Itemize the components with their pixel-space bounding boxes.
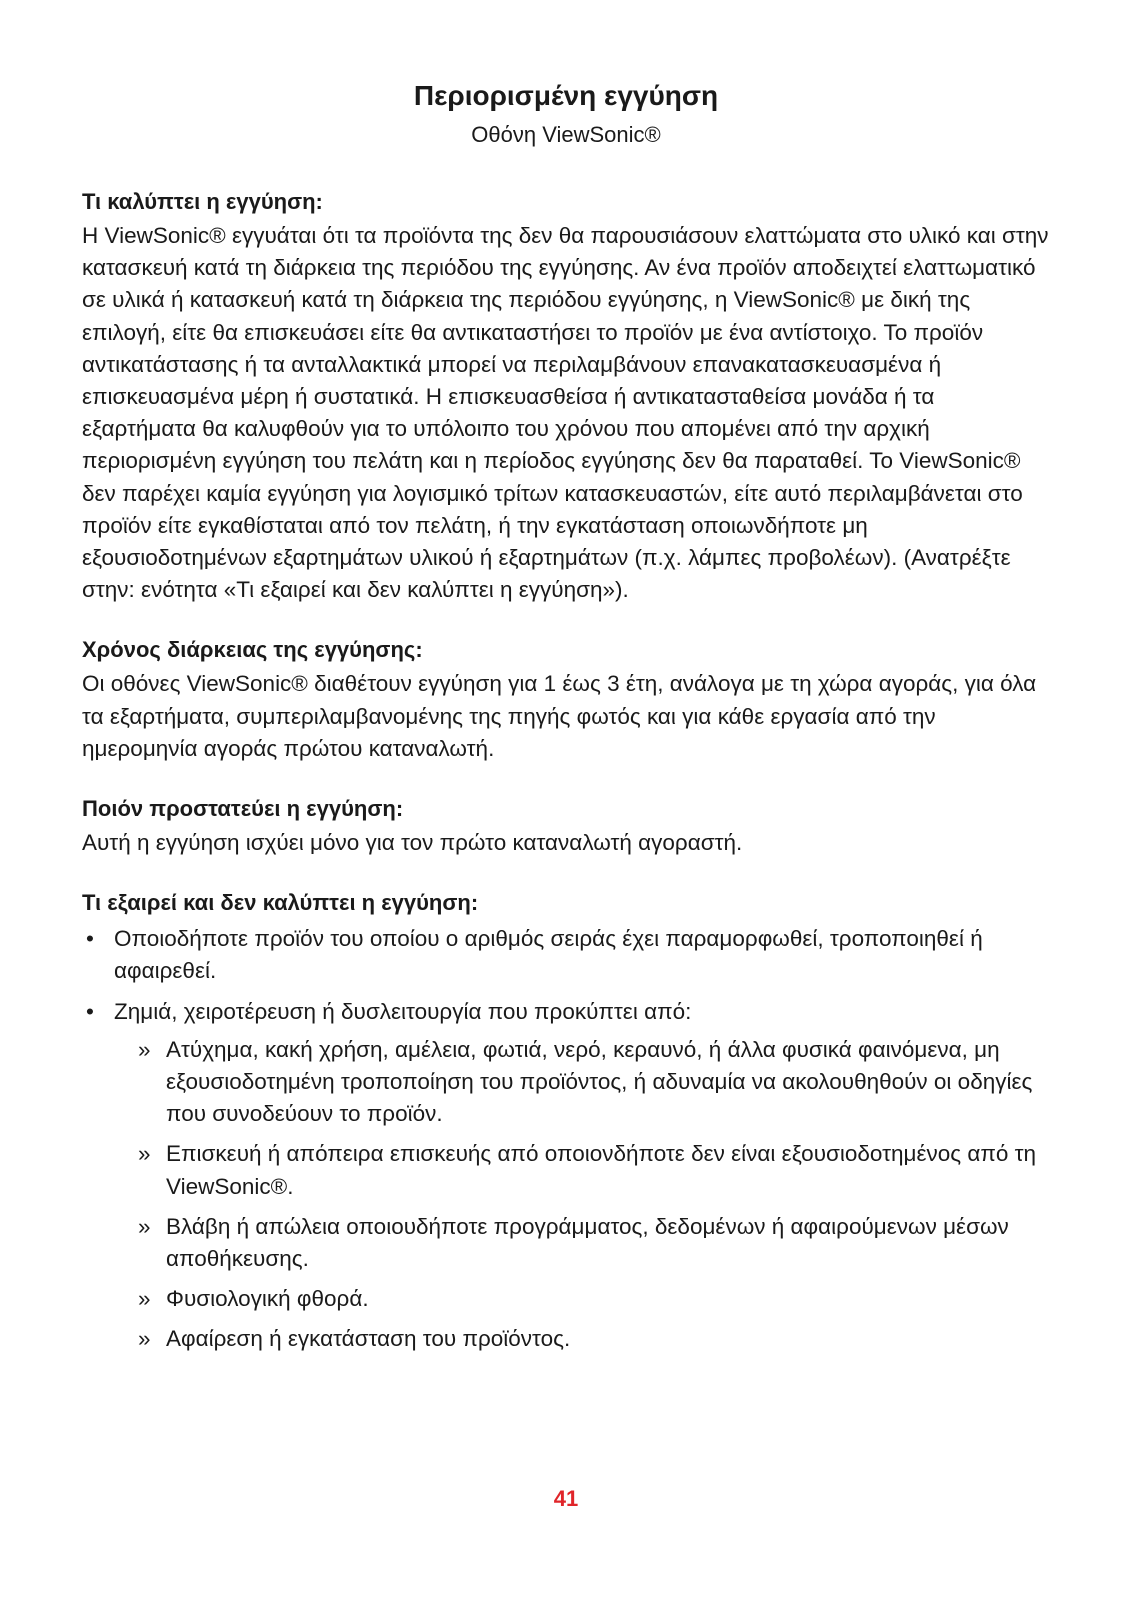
section-duration <box>82 634 1052 765</box>
sub-list-item-text: Βλάβη ή απώλεια οποιουδήποτε προγράμματος, δεδομένων ή αφαιρούμενων μέσων αποθήκευσης. <box>166 1213 1009 1272</box>
sub-list-item <box>82 1034 1052 1131</box>
sub-list-item <box>82 1138 1052 1202</box>
page-content <box>82 186 1052 1364</box>
section-heading: Ποιόν προστατεύει η εγγύηση: <box>82 796 404 822</box>
exclusions-list <box>82 923 1052 1355</box>
list-item <box>82 996 1052 1356</box>
section-protected <box>82 793 1052 859</box>
chevron-right-icon: » <box>138 1286 151 1312</box>
section-heading: Τι καλύπτει η εγγύηση: <box>82 189 323 214</box>
chevron-right-icon: » <box>138 1326 151 1352</box>
section-heading: Τι εξαιρεί και δεν καλύπτει η εγγύηση: <box>82 890 479 916</box>
page-title: Περιορισμένη εγγύηση <box>413 80 719 111</box>
sub-list-item <box>82 1211 1052 1275</box>
list-item-text: Οποιοδήποτε προϊόν του οποίου ο αριθμός σειράς έχει παραμορφωθεί, τροποποιηθεί ή αφαιρεθεί. <box>114 926 983 984</box>
list-item-text: Ζημιά, χειροτέρευση ή δυσλειτουργία που προκύπτει από: <box>114 998 692 1024</box>
sub-list-item-text: Επισκευή ή απόπειρα επισκευής από οποιονδήποτε δεν είναι εξουσιοδοτημένος από τη ViewSonic®. <box>166 1141 1037 1199</box>
section-body: Η ViewSonic® εγγυάται ότι τα προϊόντα της δεν θα παρουσιάσουν ελαττώματα στο υλικό και στην κατασκευή κατά τη διάρκεια της περιόδου της εγγύησης. Αν ένα προϊόν αποδειχτεί ελαττωματικό σε υλικά ή κατασκευή κατά τη διάρκεια της περιόδου εγγύησης, η ViewSonic® με δική της επιλογή, είτε θα επισκευάσει είτε θα αντικαταστήσει το προϊόν με ένα αντίστοιχο. Το προϊόν αντικατάστασης ή τα ανταλλακτικά μπορεί να περιλαμβάνουν επανακατασκευασμένα ή επισκευασμένα μέρη ή συστατικά. Η επισκευασθείσα ή αντικατασταθείσα μονάδα ή τα εξαρτήματα θα καλυφθούν για το υπόλοιπο του χρόνου που απομένει από την αρχική περιορισμένη εγγύηση του πελάτη και η περίοδος εγγύησης δεν θα παραταθεί. Το ViewSonic® δεν παρέχει καμία εγγύηση για λογισμικό τρίτων κατασκευαστών, είτε αυτό περιλαμβάνεται στο προϊόν είτε εγκαθίσταται από τον πελάτη, ή την εγκατάσταση οποιωνδήποτε μη εξουσιοδοτημένων εξαρτημάτων υλικού ή εξαρτημάτων (π.χ. λάμπες προβολέων). (Ανατρέξτε στην: ενότητα «Τι εξαιρεί και δεν καλύπτει η εγγύηση»). <box>82 223 1049 603</box>
chevron-right-icon: » <box>138 1213 151 1239</box>
page-number: 41 <box>553 1486 579 1511</box>
section-heading: Χρόνος διάρκειας της εγγύησης: <box>82 637 423 663</box>
section-body: Οι οθόνες ViewSonic® διαθέτουν εγγύηση για 1 έως 3 έτη, ανάλογα με τη χώρα αγοράς, για όλα τα εξαρτήματα, συμπεριλαμβανομένης της πηγής φωτός και για κάθε εργασία από την ημερομηνία αγοράς πρώτου καταναλωτή. <box>82 671 1037 761</box>
chevron-right-icon: » <box>138 1036 151 1062</box>
bullet-icon: • <box>86 998 94 1024</box>
sub-list-item-text: Φυσιολογική φθορά. <box>166 1286 369 1312</box>
section-body: Αυτή η εγγύηση ισχύει μόνο για τον πρώτο καταναλωτή αγοραστή. <box>82 830 743 856</box>
list-item <box>82 923 1052 987</box>
sub-list-item-text: Αφαίρεση ή εγκατάσταση του προϊόντος. <box>166 1326 571 1352</box>
sub-list-item <box>82 1323 1052 1355</box>
sub-list <box>114 1034 1052 1356</box>
chevron-right-icon: » <box>138 1141 151 1167</box>
sub-list-item <box>82 1283 1052 1315</box>
sub-list-item-text: Ατύχημα, κακή χρήση, αμέλεια, φωτιά, νερό, κεραυνό, ή άλλα φυσικά φαινόμενα, μη εξουσιοδοτημένη τροποποίηση του προϊόντος, ή αδυναμία να ακολουθηθούν οι οδηγίες που συνοδεύουν το προϊόν. <box>166 1036 1033 1127</box>
page-subtitle: Οθόνη ViewSonic® <box>471 122 661 147</box>
section-coverage <box>82 186 1052 606</box>
section-exclusions <box>82 887 1052 1355</box>
bullet-icon: • <box>86 926 94 952</box>
